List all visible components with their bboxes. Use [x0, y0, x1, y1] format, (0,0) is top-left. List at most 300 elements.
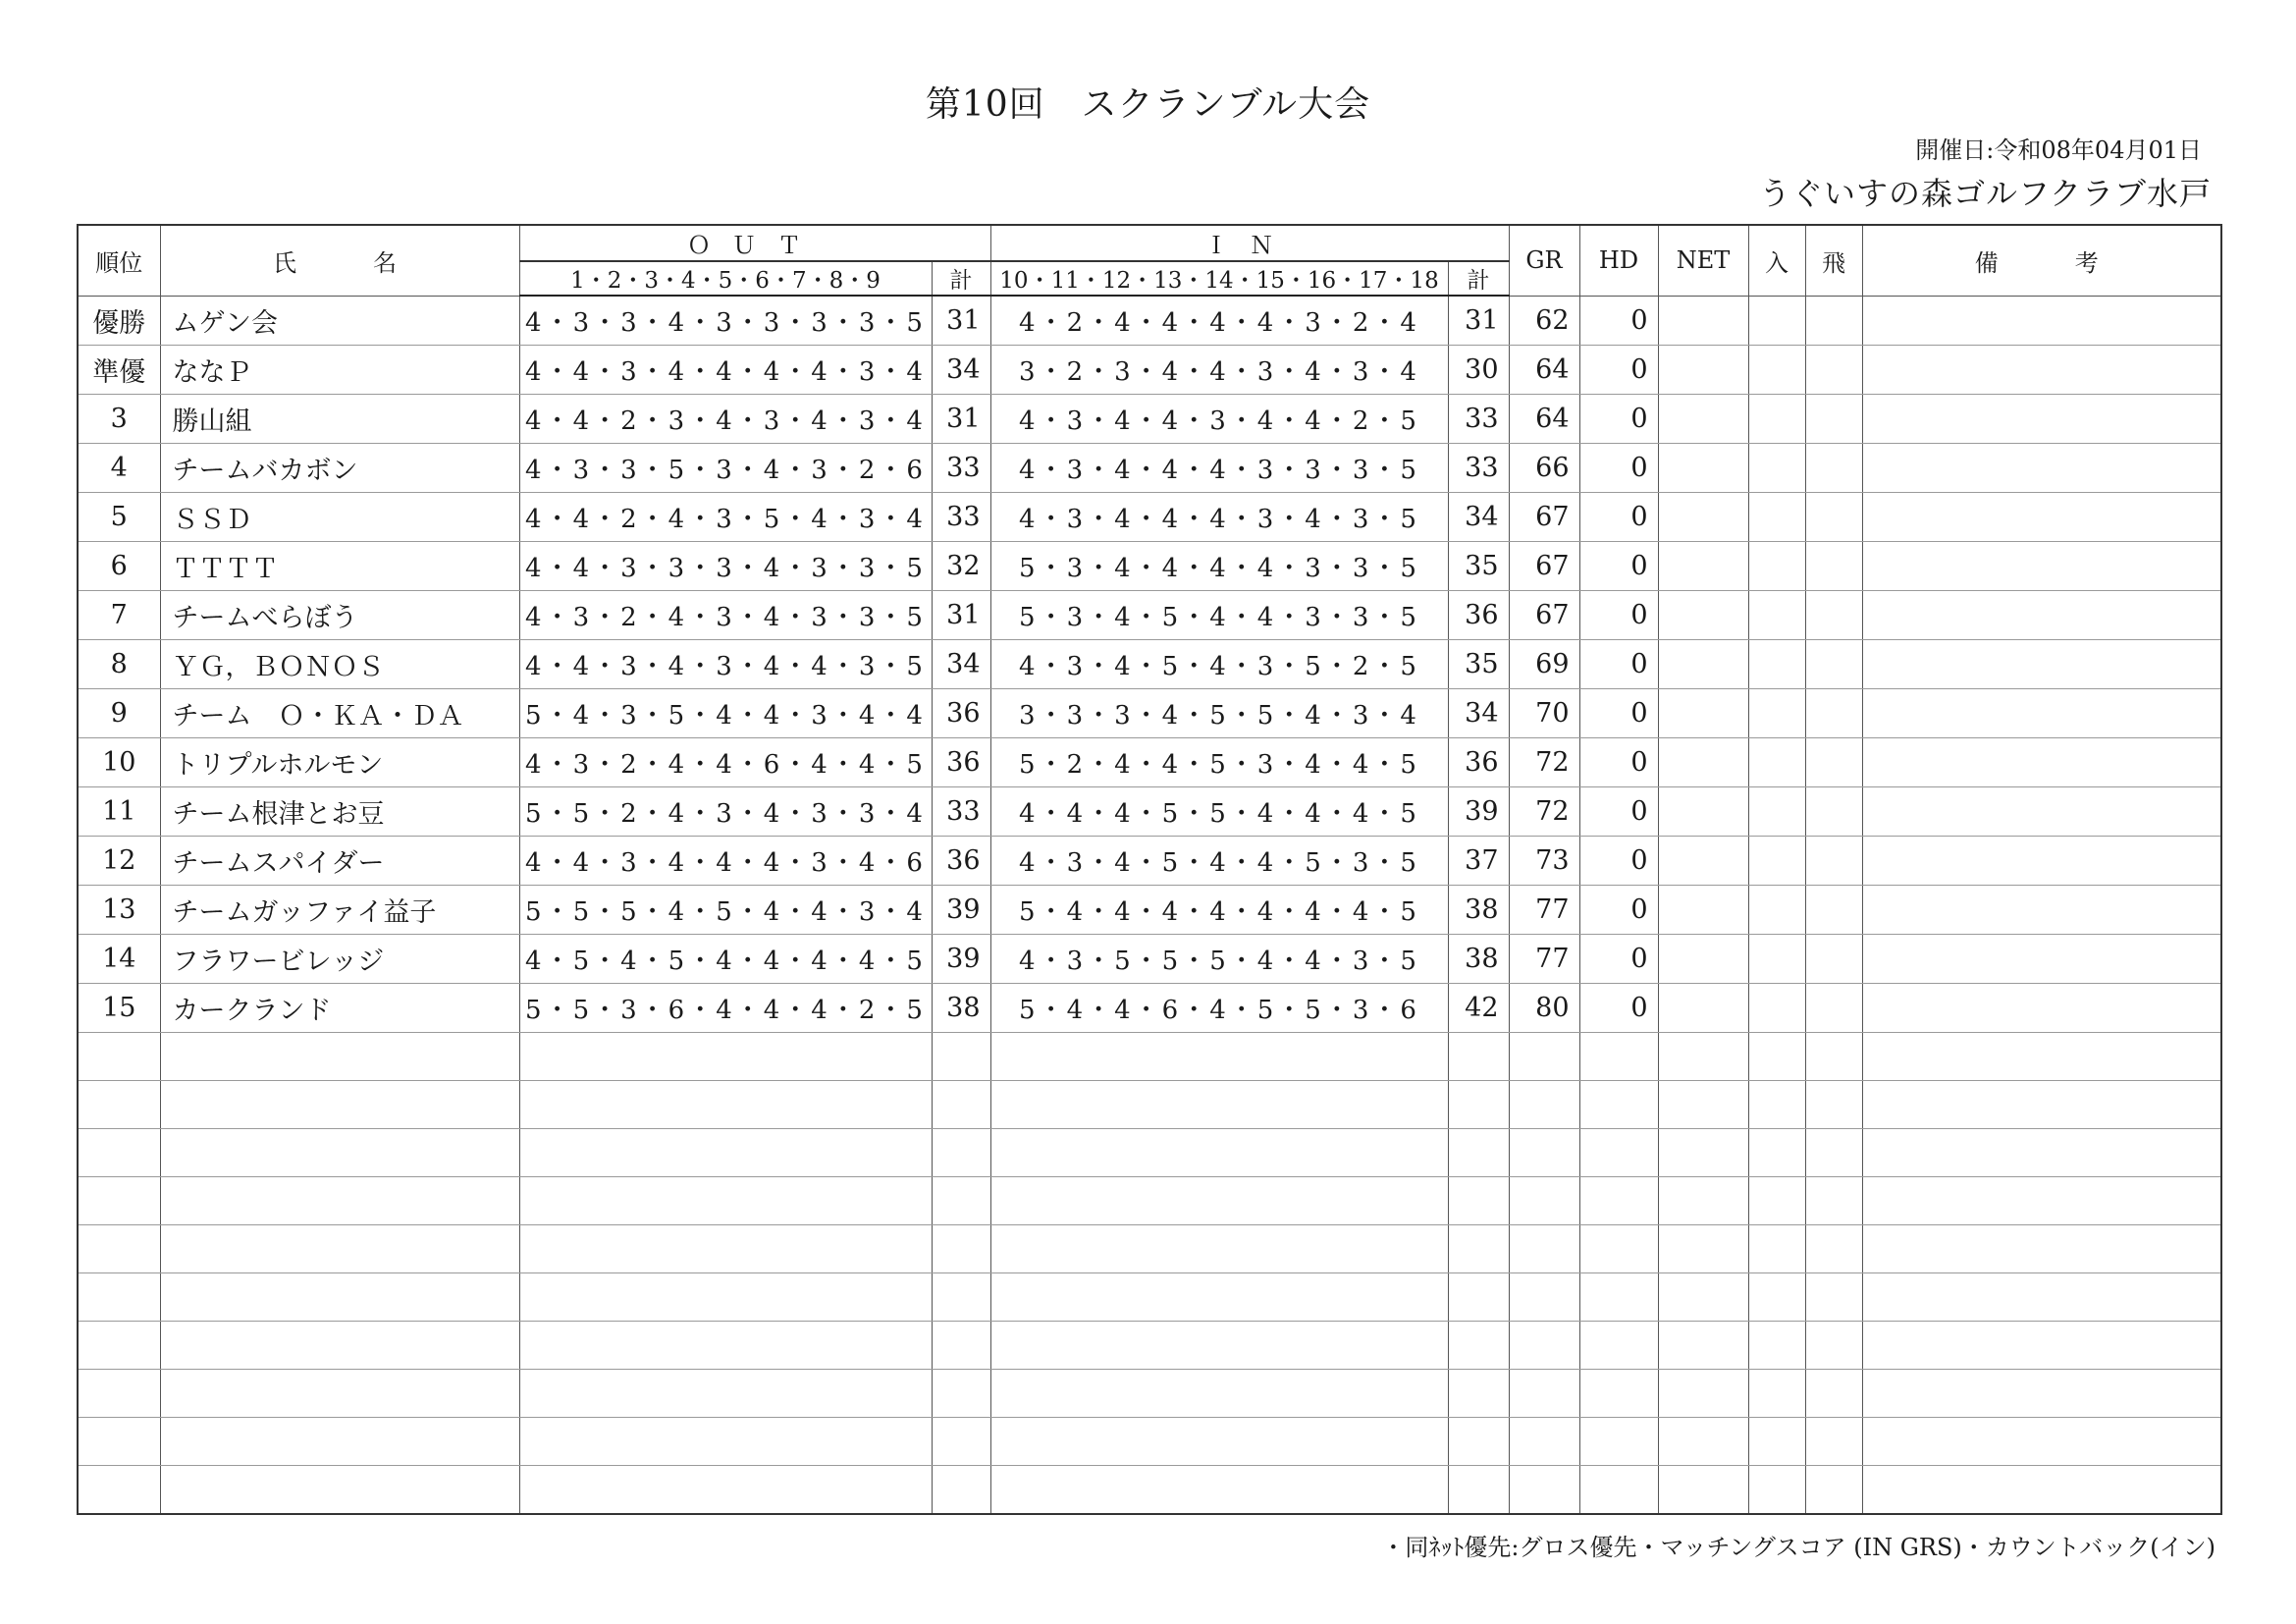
- cell-out-total: 33: [932, 787, 990, 837]
- header-remarks: 備 考: [1862, 225, 2221, 296]
- score-table: [77, 224, 2222, 1515]
- empty-cell: [932, 1033, 990, 1081]
- cell-in-total: 33: [1448, 395, 1509, 444]
- cell-in-holes: 4・3・4・4・3・4・4・2・5: [990, 395, 1448, 444]
- cell-in-total: 39: [1448, 787, 1509, 837]
- cell-entry: [1748, 886, 1805, 935]
- cell-rank: 8: [78, 640, 160, 689]
- table-row: [78, 542, 2221, 591]
- empty-cell: [932, 1370, 990, 1418]
- empty-cell: [1748, 1129, 1805, 1177]
- empty-cell: [1748, 1225, 1805, 1273]
- table-row: [78, 689, 2221, 738]
- empty-cell: [519, 1418, 932, 1466]
- cell-fly: [1805, 935, 1862, 984]
- cell-fly: [1805, 837, 1862, 886]
- empty-cell: [990, 1081, 1448, 1129]
- empty-cell: [1448, 1370, 1509, 1418]
- cell-net: [1658, 837, 1748, 886]
- cell-in-total: 38: [1448, 935, 1509, 984]
- empty-cell: [1805, 1129, 1862, 1177]
- cell-net: [1658, 787, 1748, 837]
- empty-cell: [932, 1466, 990, 1515]
- cell-in-holes: 3・3・3・4・5・5・4・3・4: [990, 689, 1448, 738]
- table-row: [78, 837, 2221, 886]
- cell-gr: 67: [1509, 591, 1579, 640]
- cell-out-total: 36: [932, 689, 990, 738]
- page-title: 第10回 スクランブル大会: [925, 84, 1371, 125]
- cell-in-total: 37: [1448, 837, 1509, 886]
- cell-fly: [1805, 689, 1862, 738]
- cell-out-holes: 5・5・2・4・3・4・3・3・4: [519, 787, 932, 837]
- empty-cell: [990, 1129, 1448, 1177]
- cell-hd: 0: [1579, 542, 1658, 591]
- cell-gr: 72: [1509, 787, 1579, 837]
- cell-name: カークランド: [160, 984, 519, 1033]
- empty-cell: [1579, 1273, 1658, 1322]
- cell-remarks: [1862, 493, 2221, 542]
- cell-remarks: [1862, 444, 2221, 493]
- empty-cell: [1805, 1033, 1862, 1081]
- empty-cell: [1748, 1273, 1805, 1322]
- empty-cell: [990, 1370, 1448, 1418]
- empty-cell: [932, 1418, 990, 1466]
- cell-name: ＴＴＴＴ: [160, 542, 519, 591]
- empty-cell: [1579, 1177, 1658, 1225]
- empty-cell: [1509, 1225, 1579, 1273]
- cell-hd: 0: [1579, 591, 1658, 640]
- cell-net: [1658, 886, 1748, 935]
- cell-in-total: 30: [1448, 346, 1509, 395]
- cell-hd: 0: [1579, 787, 1658, 837]
- empty-cell: [932, 1177, 990, 1225]
- empty-cell: [1862, 1225, 2221, 1273]
- cell-in-total: 35: [1448, 640, 1509, 689]
- cell-hd: 0: [1579, 837, 1658, 886]
- cell-net: [1658, 542, 1748, 591]
- cell-gr: 80: [1509, 984, 1579, 1033]
- cell-entry: [1748, 640, 1805, 689]
- table-row: [78, 444, 2221, 493]
- cell-name: ななＰ: [160, 346, 519, 395]
- empty-cell: [1805, 1370, 1862, 1418]
- cell-entry: [1748, 837, 1805, 886]
- empty-cell: [1805, 1466, 1862, 1515]
- cell-in-holes: 4・2・4・4・4・4・3・2・4: [990, 296, 1448, 346]
- cell-hd: 0: [1579, 493, 1658, 542]
- cell-fly: [1805, 640, 1862, 689]
- empty-cell: [160, 1129, 519, 1177]
- empty-cell: [78, 1273, 160, 1322]
- empty-cell: [1509, 1322, 1579, 1370]
- cell-in-holes: 4・3・4・4・4・3・4・3・5: [990, 493, 1448, 542]
- empty-cell: [1579, 1225, 1658, 1273]
- empty-cell: [1448, 1033, 1509, 1081]
- cell-in-holes: 5・3・4・5・4・4・3・3・5: [990, 591, 1448, 640]
- table-row: [78, 984, 2221, 1033]
- empty-cell: [1805, 1177, 1862, 1225]
- empty-cell: [78, 1322, 160, 1370]
- cell-net: [1658, 738, 1748, 787]
- empty-cell: [1658, 1081, 1748, 1129]
- table-row: [78, 787, 2221, 837]
- empty-cell: [78, 1033, 160, 1081]
- cell-hd: 0: [1579, 296, 1658, 346]
- cell-hd: 0: [1579, 984, 1658, 1033]
- empty-cell: [1509, 1129, 1579, 1177]
- empty-cell: [1658, 1418, 1748, 1466]
- empty-cell: [1448, 1322, 1509, 1370]
- empty-cell: [78, 1225, 160, 1273]
- cell-in-holes: 3・2・3・4・4・3・4・3・4: [990, 346, 1448, 395]
- cell-net: [1658, 640, 1748, 689]
- cell-out-total: 33: [932, 444, 990, 493]
- empty-cell: [519, 1177, 932, 1225]
- table-row: [78, 640, 2221, 689]
- cell-net: [1658, 493, 1748, 542]
- cell-net: [1658, 395, 1748, 444]
- cell-in-total: 42: [1448, 984, 1509, 1033]
- empty-cell: [1448, 1129, 1509, 1177]
- empty-cell: [990, 1177, 1448, 1225]
- header-fly: 飛: [1805, 225, 1862, 296]
- cell-out-total: 31: [932, 591, 990, 640]
- cell-net: [1658, 689, 1748, 738]
- cell-entry: [1748, 493, 1805, 542]
- cell-rank: 14: [78, 935, 160, 984]
- header-in-holes: 10・11・12・13・14・15・16・17・18: [990, 261, 1448, 296]
- cell-remarks: [1862, 935, 2221, 984]
- empty-row: [78, 1273, 2221, 1322]
- table-row: [78, 935, 2221, 984]
- cell-hd: 0: [1579, 346, 1658, 395]
- empty-cell: [932, 1129, 990, 1177]
- cell-entry: [1748, 787, 1805, 837]
- cell-remarks: [1862, 787, 2221, 837]
- empty-cell: [1509, 1370, 1579, 1418]
- empty-cell: [990, 1273, 1448, 1322]
- empty-cell: [990, 1466, 1448, 1515]
- empty-cell: [78, 1081, 160, 1129]
- cell-remarks: [1862, 689, 2221, 738]
- empty-cell: [1862, 1129, 2221, 1177]
- empty-cell: [1748, 1466, 1805, 1515]
- cell-gr: 73: [1509, 837, 1579, 886]
- empty-cell: [1509, 1033, 1579, 1081]
- empty-cell: [1748, 1418, 1805, 1466]
- empty-cell: [1509, 1081, 1579, 1129]
- header-hd: HD: [1579, 225, 1658, 296]
- empty-cell: [1448, 1177, 1509, 1225]
- cell-out-holes: 4・4・2・4・3・5・4・3・4: [519, 493, 932, 542]
- cell-entry: [1748, 296, 1805, 346]
- cell-rank: 準優: [78, 346, 160, 395]
- empty-cell: [990, 1225, 1448, 1273]
- empty-cell: [1862, 1370, 2221, 1418]
- cell-entry: [1748, 346, 1805, 395]
- cell-out-holes: 4・4・3・4・4・4・3・4・6: [519, 837, 932, 886]
- cell-in-holes: 4・3・4・5・4・3・5・2・5: [990, 640, 1448, 689]
- cell-out-total: 31: [932, 395, 990, 444]
- table-row: [78, 395, 2221, 444]
- cell-fly: [1805, 591, 1862, 640]
- cell-out-total: 34: [932, 346, 990, 395]
- empty-cell: [1658, 1322, 1748, 1370]
- event-date: 開催日:令和08年04月01日: [1915, 136, 2202, 164]
- empty-cell: [1579, 1466, 1658, 1515]
- cell-entry: [1748, 738, 1805, 787]
- cell-rank: 13: [78, 886, 160, 935]
- cell-entry: [1748, 542, 1805, 591]
- empty-cell: [78, 1129, 160, 1177]
- empty-cell: [1448, 1273, 1509, 1322]
- cell-entry: [1748, 984, 1805, 1033]
- empty-cell: [1658, 1129, 1748, 1177]
- cell-remarks: [1862, 640, 2221, 689]
- cell-name: チーム Ｏ・ＫＡ・ＤＡ: [160, 689, 519, 738]
- cell-hd: 0: [1579, 886, 1658, 935]
- cell-rank: 15: [78, 984, 160, 1033]
- cell-rank: 3: [78, 395, 160, 444]
- table-row: [78, 886, 2221, 935]
- cell-out-holes: 5・4・3・5・4・4・3・4・4: [519, 689, 932, 738]
- empty-cell: [160, 1081, 519, 1129]
- empty-cell: [1448, 1081, 1509, 1129]
- cell-hd: 0: [1579, 395, 1658, 444]
- empty-row: [78, 1322, 2221, 1370]
- cell-remarks: [1862, 837, 2221, 886]
- empty-cell: [1658, 1273, 1748, 1322]
- cell-gr: 72: [1509, 738, 1579, 787]
- cell-out-total: 38: [932, 984, 990, 1033]
- cell-out-holes: 5・5・5・4・5・4・4・3・4: [519, 886, 932, 935]
- empty-cell: [1805, 1418, 1862, 1466]
- empty-cell: [1658, 1033, 1748, 1081]
- empty-cell: [1748, 1322, 1805, 1370]
- cell-out-holes: 4・3・3・4・3・3・3・3・5: [519, 296, 932, 346]
- cell-gr: 67: [1509, 493, 1579, 542]
- empty-cell: [1579, 1418, 1658, 1466]
- cell-rank: 12: [78, 837, 160, 886]
- cell-out-total: 34: [932, 640, 990, 689]
- empty-cell: [160, 1225, 519, 1273]
- empty-cell: [932, 1322, 990, 1370]
- empty-cell: [1805, 1225, 1862, 1273]
- empty-cell: [519, 1370, 932, 1418]
- empty-cell: [1579, 1033, 1658, 1081]
- table-row: [78, 296, 2221, 346]
- empty-cell: [78, 1370, 160, 1418]
- header-in-total: 計: [1448, 261, 1509, 296]
- cell-gr: 69: [1509, 640, 1579, 689]
- empty-cell: [1862, 1033, 2221, 1081]
- cell-rank: 9: [78, 689, 160, 738]
- table-row: [78, 738, 2221, 787]
- empty-row: [78, 1225, 2221, 1273]
- empty-cell: [160, 1273, 519, 1322]
- cell-out-holes: 4・4・3・4・4・4・4・3・4: [519, 346, 932, 395]
- cell-in-total: 34: [1448, 689, 1509, 738]
- cell-in-total: 36: [1448, 591, 1509, 640]
- cell-net: [1658, 296, 1748, 346]
- empty-cell: [1658, 1466, 1748, 1515]
- header-in: ＩＮ: [990, 225, 1509, 261]
- empty-cell: [519, 1466, 932, 1515]
- cell-remarks: [1862, 886, 2221, 935]
- cell-fly: [1805, 787, 1862, 837]
- empty-cell: [1748, 1081, 1805, 1129]
- empty-cell: [519, 1273, 932, 1322]
- cell-gr: 66: [1509, 444, 1579, 493]
- club-name: うぐいすの森ゴルフクラブ水戸: [1758, 175, 2212, 212]
- cell-hd: 0: [1579, 640, 1658, 689]
- empty-cell: [1862, 1418, 2221, 1466]
- empty-cell: [1862, 1177, 2221, 1225]
- empty-cell: [990, 1322, 1448, 1370]
- cell-gr: 70: [1509, 689, 1579, 738]
- cell-name: チームバカボン: [160, 444, 519, 493]
- cell-gr: 77: [1509, 886, 1579, 935]
- cell-net: [1658, 984, 1748, 1033]
- table-row: [78, 493, 2221, 542]
- cell-fly: [1805, 296, 1862, 346]
- cell-rank: 7: [78, 591, 160, 640]
- empty-cell: [1805, 1081, 1862, 1129]
- empty-cell: [990, 1033, 1448, 1081]
- table-row: [78, 591, 2221, 640]
- empty-cell: [1658, 1225, 1748, 1273]
- cell-name: フラワービレッジ: [160, 935, 519, 984]
- empty-cell: [1579, 1322, 1658, 1370]
- header-out-total: 計: [932, 261, 990, 296]
- empty-cell: [1509, 1177, 1579, 1225]
- cell-fly: [1805, 444, 1862, 493]
- cell-out-total: 36: [932, 837, 990, 886]
- header-gr: GR: [1509, 225, 1579, 296]
- cell-in-total: 35: [1448, 542, 1509, 591]
- empty-cell: [1862, 1466, 2221, 1515]
- cell-out-total: 32: [932, 542, 990, 591]
- cell-name: 勝山組: [160, 395, 519, 444]
- cell-gr: 64: [1509, 346, 1579, 395]
- cell-name: トリプルホルモン: [160, 738, 519, 787]
- empty-cell: [160, 1418, 519, 1466]
- empty-cell: [1805, 1273, 1862, 1322]
- header-out-holes: 1・2・3・4・5・6・7・8・9: [519, 261, 932, 296]
- cell-rank: 11: [78, 787, 160, 837]
- empty-row: [78, 1370, 2221, 1418]
- empty-cell: [160, 1370, 519, 1418]
- empty-row: [78, 1466, 2221, 1515]
- footnote: ・同ﾈｯﾄ優先:グロス優先・マッチングスコア (IN GRS)・カウントバック(イン): [1381, 1534, 2216, 1561]
- cell-out-holes: 5・5・3・6・4・4・4・2・5: [519, 984, 932, 1033]
- cell-name: ＹＧ，ＢＯＮＯＳ: [160, 640, 519, 689]
- empty-cell: [1862, 1322, 2221, 1370]
- cell-name: チームガッファイ益子: [160, 886, 519, 935]
- cell-name: ＳＳＤ: [160, 493, 519, 542]
- empty-cell: [78, 1418, 160, 1466]
- cell-remarks: [1862, 346, 2221, 395]
- cell-hd: 0: [1579, 738, 1658, 787]
- cell-remarks: [1862, 296, 2221, 346]
- cell-name: チームスパイダー: [160, 837, 519, 886]
- header-out: ＯＵＴ: [519, 225, 990, 261]
- empty-cell: [1448, 1466, 1509, 1515]
- empty-cell: [1509, 1273, 1579, 1322]
- cell-in-holes: 5・4・4・4・4・4・4・4・5: [990, 886, 1448, 935]
- cell-fly: [1805, 346, 1862, 395]
- cell-remarks: [1862, 738, 2221, 787]
- empty-cell: [1748, 1370, 1805, 1418]
- empty-cell: [519, 1322, 932, 1370]
- empty-row: [78, 1033, 2221, 1081]
- cell-gr: 64: [1509, 395, 1579, 444]
- cell-entry: [1748, 689, 1805, 738]
- empty-cell: [78, 1177, 160, 1225]
- empty-cell: [1862, 1273, 2221, 1322]
- empty-cell: [78, 1466, 160, 1515]
- cell-remarks: [1862, 395, 2221, 444]
- empty-cell: [932, 1225, 990, 1273]
- cell-rank: 優勝: [78, 296, 160, 346]
- cell-out-total: 39: [932, 886, 990, 935]
- cell-fly: [1805, 493, 1862, 542]
- cell-hd: 0: [1579, 689, 1658, 738]
- cell-rank: 10: [78, 738, 160, 787]
- cell-out-total: 33: [932, 493, 990, 542]
- cell-net: [1658, 346, 1748, 395]
- cell-name: チームべらぼう: [160, 591, 519, 640]
- cell-entry: [1748, 591, 1805, 640]
- cell-out-total: 36: [932, 738, 990, 787]
- empty-cell: [1448, 1225, 1509, 1273]
- empty-cell: [1579, 1370, 1658, 1418]
- score-body: [78, 296, 2221, 1514]
- cell-net: [1658, 591, 1748, 640]
- empty-cell: [932, 1081, 990, 1129]
- empty-cell: [160, 1322, 519, 1370]
- cell-net: [1658, 935, 1748, 984]
- cell-remarks: [1862, 984, 2221, 1033]
- empty-cell: [1509, 1466, 1579, 1515]
- cell-out-holes: 4・4・3・4・3・4・4・3・5: [519, 640, 932, 689]
- cell-remarks: [1862, 542, 2221, 591]
- cell-in-total: 34: [1448, 493, 1509, 542]
- cell-out-total: 39: [932, 935, 990, 984]
- cell-in-holes: 4・3・4・4・4・3・3・3・5: [990, 444, 1448, 493]
- cell-gr: 67: [1509, 542, 1579, 591]
- cell-rank: 6: [78, 542, 160, 591]
- empty-row: [78, 1177, 2221, 1225]
- empty-cell: [160, 1177, 519, 1225]
- cell-in-total: 36: [1448, 738, 1509, 787]
- cell-in-total: 38: [1448, 886, 1509, 935]
- cell-gr: 77: [1509, 935, 1579, 984]
- cell-out-holes: 4・3・2・4・3・4・3・3・5: [519, 591, 932, 640]
- cell-out-total: 31: [932, 296, 990, 346]
- empty-row: [78, 1081, 2221, 1129]
- empty-cell: [1579, 1129, 1658, 1177]
- empty-cell: [519, 1129, 932, 1177]
- cell-in-holes: 5・3・4・4・4・4・3・3・5: [990, 542, 1448, 591]
- cell-entry: [1748, 444, 1805, 493]
- empty-cell: [1658, 1370, 1748, 1418]
- cell-rank: 4: [78, 444, 160, 493]
- empty-cell: [519, 1081, 932, 1129]
- empty-cell: [1862, 1081, 2221, 1129]
- empty-cell: [519, 1225, 932, 1273]
- empty-row: [78, 1129, 2221, 1177]
